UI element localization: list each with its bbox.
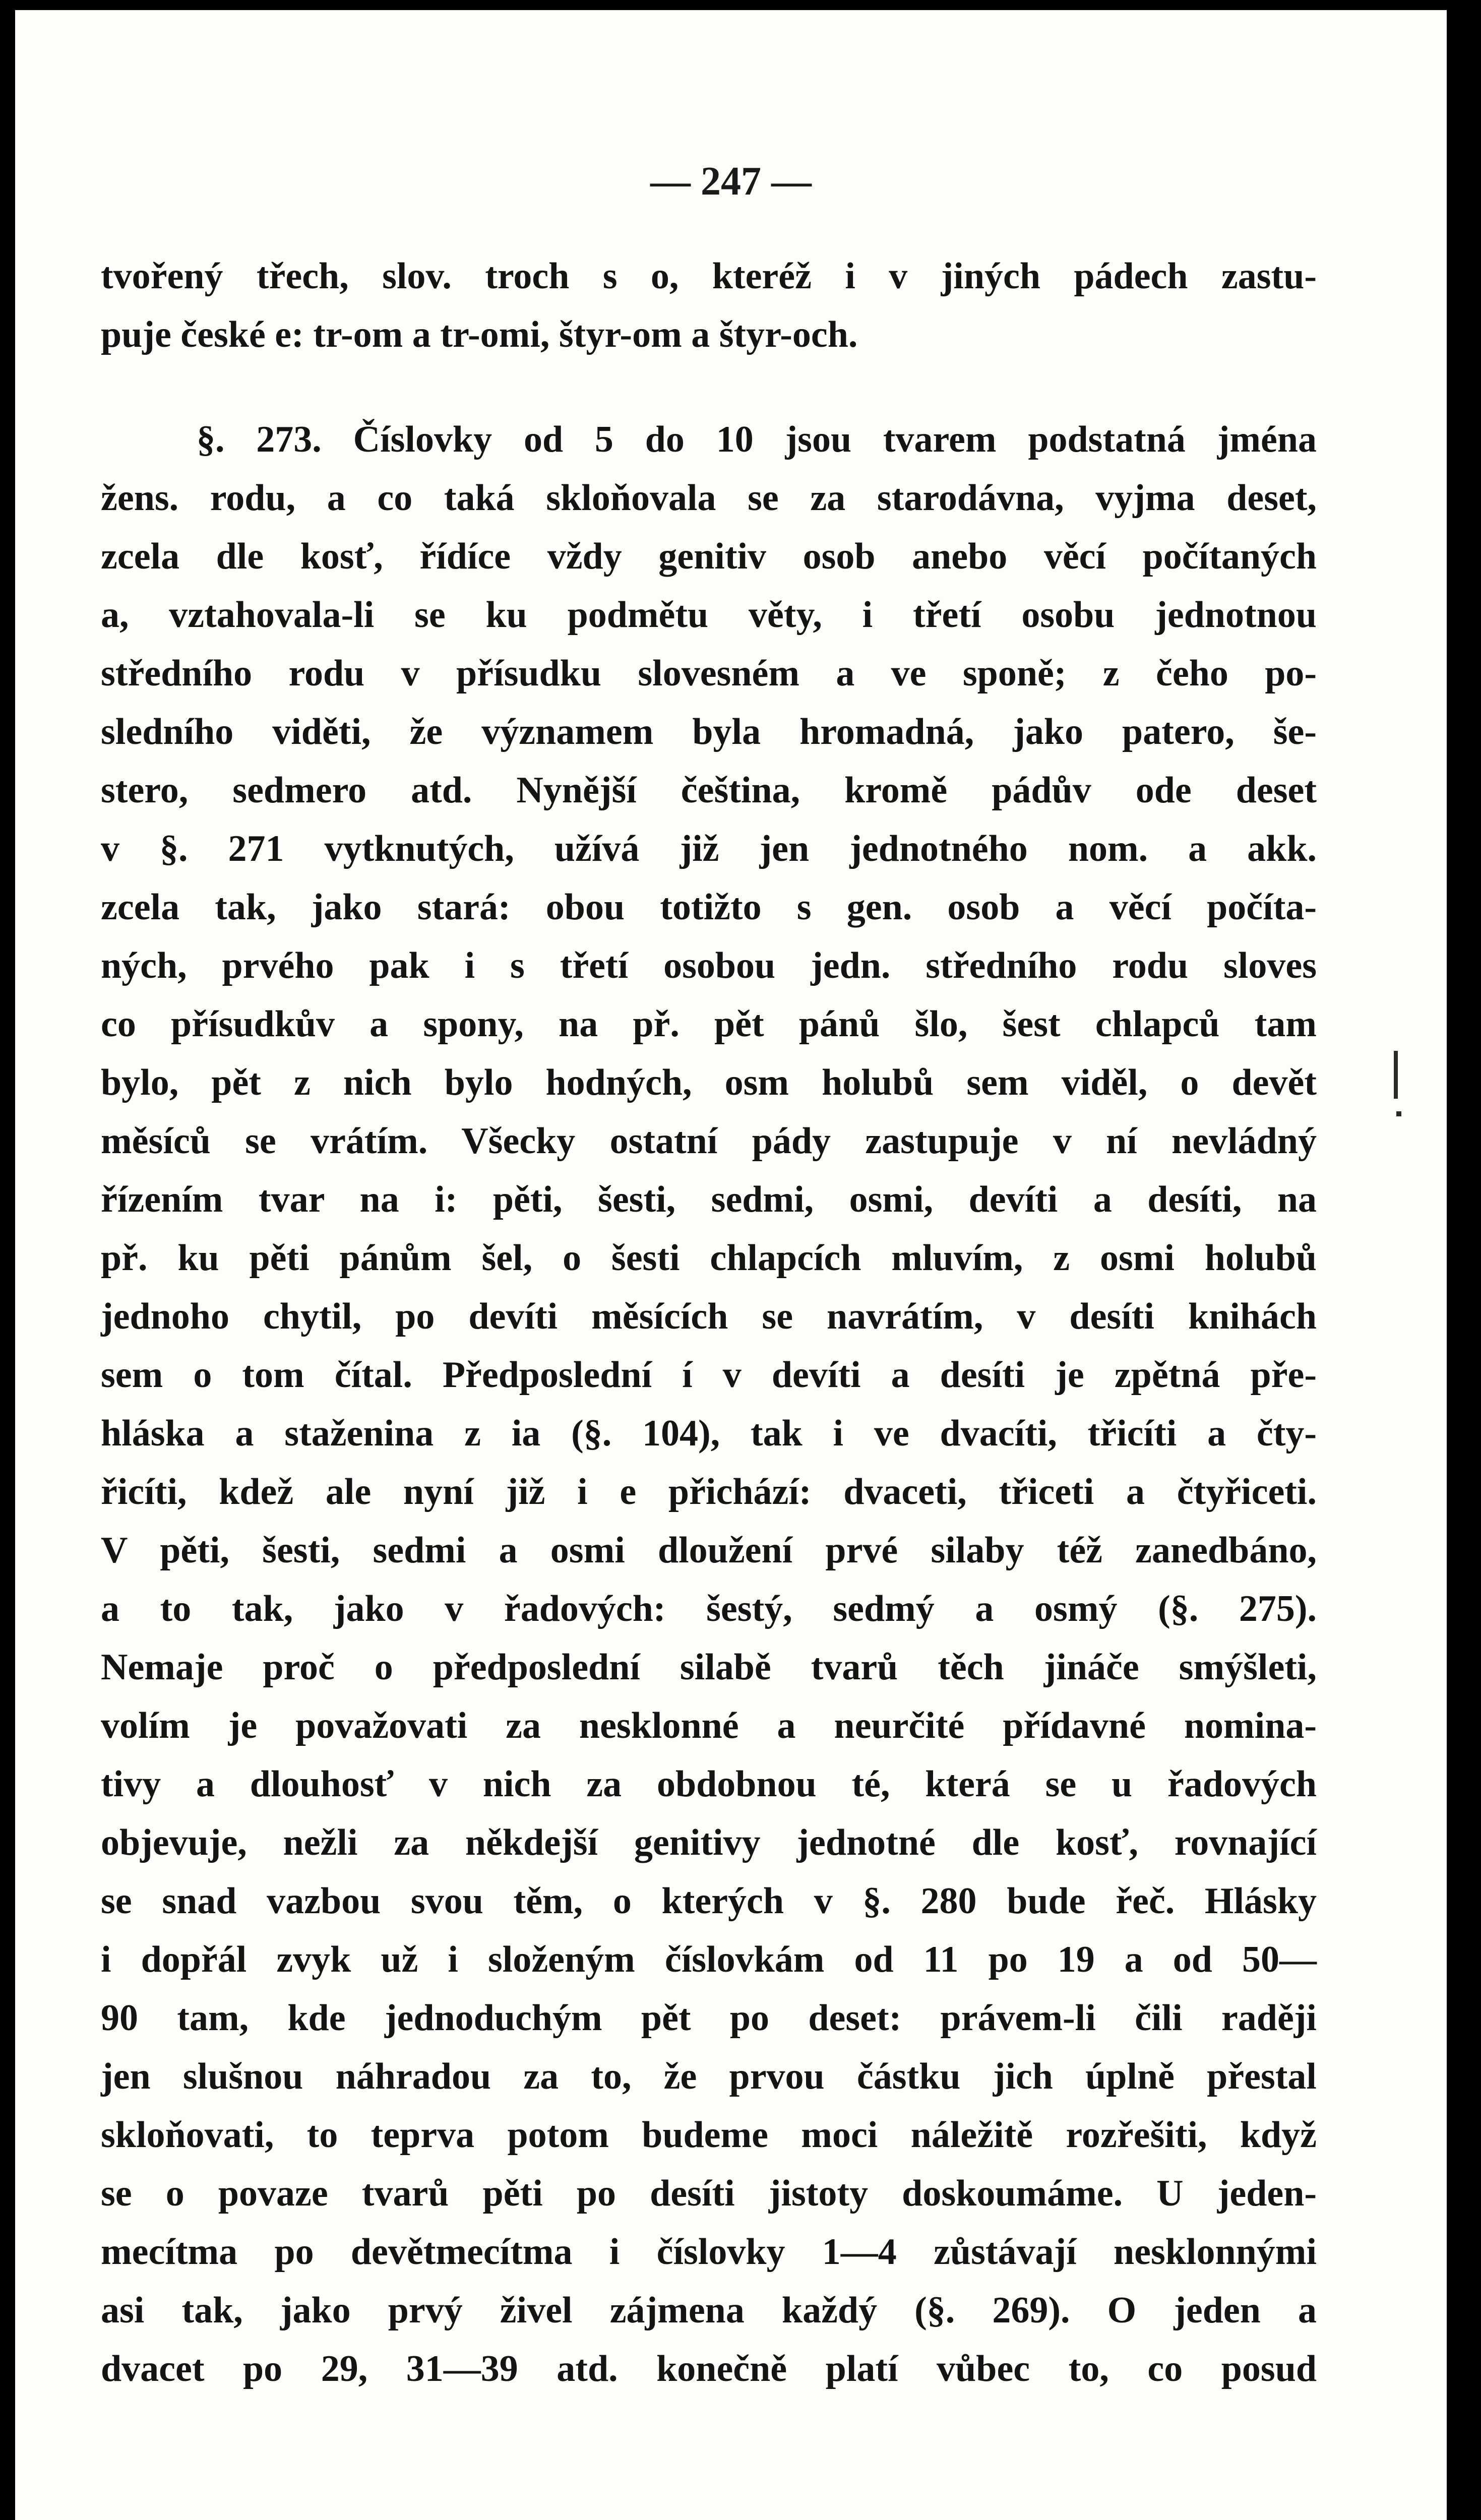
paragraph-1 [101, 247, 1317, 364]
text-line: v §. 271 vytknutých, užívá již jen jednotného nom. a akk. [101, 828, 1317, 869]
margin-mark [1394, 1051, 1398, 1099]
text-line: objevuje, nežli za někdejší genitivy jednotné dle kosť, rovnající [101, 1822, 1317, 1863]
text-line: volím je považovati za nesklonné a neurčité přídavné nomina- [101, 1705, 1317, 1746]
text-line: mecítma po devětmecítma i číslovky 1—4 zůstávají nesklonnými [101, 2231, 1317, 2273]
text-line: a, vztahovala-li se ku podmětu věty, i třetí osobu jednotnou [101, 594, 1317, 636]
text-line: sem o tom čítal. Předposlední í v devíti a desíti je zpětná pře- [101, 1354, 1317, 1396]
text-line: co přísudkův a spony, na př. pět pánů šlo, šest chlapců tam [101, 1003, 1317, 1045]
text-line: řicíti, kdež ale nyní již i e přichází: dvaceti, třiceti a čtyřiceti. [101, 1471, 1317, 1513]
book-page [15, 10, 1447, 2520]
text-line: žens. rodu, a co taká skloňovala se za starodávna, vyjma deset, [101, 477, 1317, 519]
text-line: skloňovati, to teprva potom budeme moci náležitě rozřešiti, když [101, 2114, 1317, 2156]
text-line: asi tak, jako prvý živel zájmena každý (§. 269). O jeden a [101, 2290, 1317, 2331]
body-text [101, 247, 1317, 2398]
text-line: V pěti, šesti, sedmi a osmi dloužení prvé silaby též zanedbáno, [101, 1530, 1317, 1571]
text-line: hláska a staženina z ia (§. 104), tak i ve dvacíti, třicíti a čty- [101, 1413, 1317, 1454]
text-line: jen slušnou náhradou za to, že prvou částku jich úplně přestal [101, 2056, 1317, 2097]
text-line: sledního viděti, že významem byla hromadná, jako patero, še- [101, 711, 1317, 752]
text-line: 90 tam, kde jednoduchým pět po deset: právem-li čili raději [101, 1997, 1317, 2039]
text-line: tivy a dlouhosť v nich za obdobnou té, která se u řadových [101, 1763, 1317, 1805]
text-line: ných, prvého pak i s třetí osobou jedn. středního rodu sloves [101, 945, 1317, 986]
text-line: měsíců se vrátím. Všecky ostatní pády zastupuje v ní nevládný [101, 1120, 1317, 1162]
margin-mark [1396, 1111, 1401, 1116]
text-line: zcela tak, jako stará: obou totižto s gen. osob a věcí počíta- [101, 887, 1317, 928]
paragraph-2 [101, 410, 1317, 2398]
text-line: jednoho chytil, po devíti měsících se navrátím, v desíti knihách [101, 1296, 1317, 1337]
text-line: bylo, pět z nich bylo hodných, osm holubů sem viděl, o devět [101, 1062, 1317, 1103]
text-line: puje české e: tr-om a tr-omi, štyr-om a štyr-och. [101, 314, 858, 355]
text-line: řízením tvar na i: pěti, šesti, sedmi, osmi, devíti a desíti, na [101, 1179, 1317, 1220]
text-line: zcela dle kosť, řídíce vždy genitiv osob anebo věcí počítaných [101, 536, 1317, 577]
text-line: se snad vazbou svou těm, o kterých v §. 280 bude řeč. Hlásky [101, 1880, 1317, 1922]
page-number: — 247 — [650, 159, 812, 204]
text-line: středního rodu v přísudku slovesném a ve sponě; z čeho po- [101, 653, 1317, 694]
text-line: stero, sedmero atd. Nynější čeština, kromě pádův ode deset [101, 770, 1317, 811]
text-line: př. ku pěti pánům šel, o šesti chlapcích mluvím, z osmi holubů [101, 1237, 1317, 1279]
text-line: a to tak, jako v řadových: šestý, sedmý a osmý (§. 275). [101, 1588, 1317, 1629]
text-line: i dopřál zvyk už i složeným číslovkám od 11 po 19 a od 50— [101, 1939, 1317, 1980]
text-line: tvořený třech, slov. troch s o, kteréž i v jiných pádech zastu- [101, 256, 1317, 297]
text-line: Nemaje proč o předposlední silabě tvarů těch jináče smýšleti, [101, 1647, 1317, 1688]
text-line: se o povaze tvarů pěti po desíti jistoty doskoumáme. U jeden- [101, 2173, 1317, 2214]
text-line: dvacet po 29, 31—39 atd. konečně platí vůbec to, co posud [101, 2348, 1317, 2389]
text-line: §. 273. Číslovky od 5 do 10 jsou tvarem podstatná jména [197, 419, 1317, 460]
